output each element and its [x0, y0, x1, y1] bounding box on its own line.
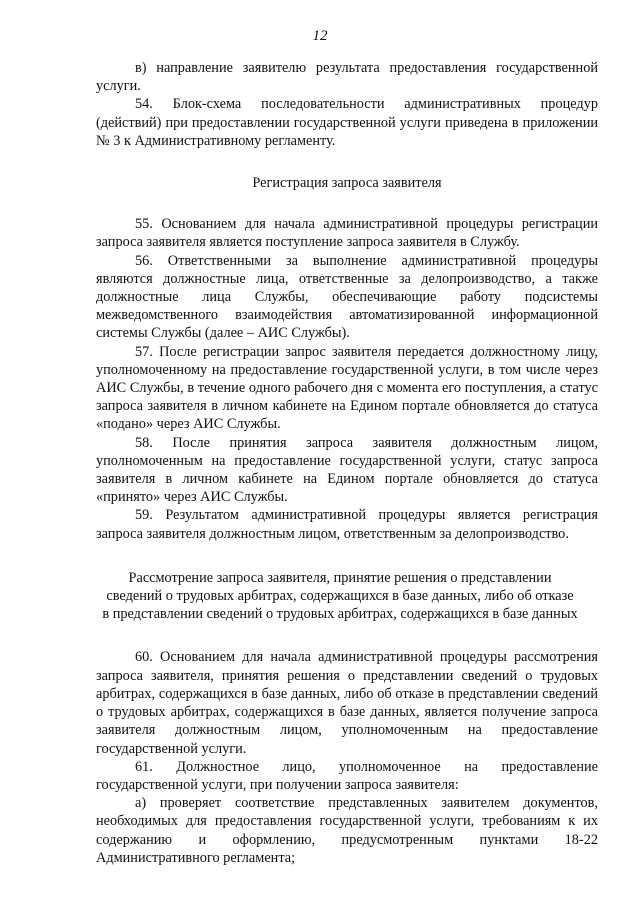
paragraph-54: 54. Блок-схема последовательности административных процедур (действий) при предоставлении государственной услуги приведена в приложении № 3 к Административному регламенту.: [96, 96, 598, 149]
paragraph-61: 61. Должностное лицо, уполномоченное на предоставление государственной услуги, при получении запроса заявителя:: [96, 758, 598, 793]
paragraph-59: 59. Результатом административной процедуры является регистрация запроса заявителя должностным лицом, ответственным за делопроизводство.: [96, 507, 598, 542]
paragraph-56: 56. Ответственными за выполнение административной процедуры являются должностные лица, ответственные за делопроизводство, а также должностные лица Службы, обеспечивающие работу подсистемы межведомственного взаимодействия автоматизированной информационной системы Службы (далее – АИС Службы).: [96, 252, 598, 342]
heading-line: Рассмотрение запроса заявителя, принятие решения о представлении: [128, 569, 552, 586]
document-body: [96, 59, 598, 867]
heading-line: сведений о трудовых арбитрах, содержащихся в базе данных, либо об отказе: [106, 588, 574, 605]
paragraph-61a: а) проверяет соответствие представленных заявителем документов, необходимых для предоставления государственной услуги, требованиям к их содержанию и оформлению, предусмотренным пунктами 18-22 Административного регламента;: [96, 795, 598, 866]
page-number: 12: [312, 28, 328, 44]
paragraph-53v: в) направление заявителю результата предоставления государственной услуги.: [96, 60, 598, 95]
section-heading-registration: Регистрация запроса заявителя: [252, 175, 442, 192]
heading-line: в представлении сведений о трудовых арбитрах, содержащихся в базе данных: [102, 606, 578, 623]
section-heading-review: [82, 569, 598, 624]
paragraph-55: 55. Основанием для начала административной процедуры регистрации запроса заявителя является поступление запроса заявителя в Службу.: [96, 216, 598, 251]
paragraph-57: 57. После регистрации запрос заявителя передается должностному лицу, уполномоченному на предоставление государственной услуги, в том числе через АИС Службы, в течение одного рабочего дня с момента его поступления, а статус запроса заявителя в личном кабинете на Едином портале обновляется до статуса «подано» через АИС Службы.: [96, 343, 598, 433]
paragraph-60: 60. Основанием для начала административной процедуры рассмотрения запроса заявителя, принятия решения о представлении сведений о трудовых арбитрах, содержащихся в базе данных, либо об отказе в представлении сведений о трудовых арбитрах, содержащихся в базе данных, является получение запроса заявителя должностным лицом, уполномоченным на предоставление государственной услуги.: [96, 649, 598, 757]
paragraph-58: 58. После принятия запроса заявителя должностным лицом, уполномоченным на предоставление государственной услуги, статус запроса заявителя в личном кабинете на Едином портале обновляется до статуса «принято» через АИС Службы.: [96, 434, 598, 506]
